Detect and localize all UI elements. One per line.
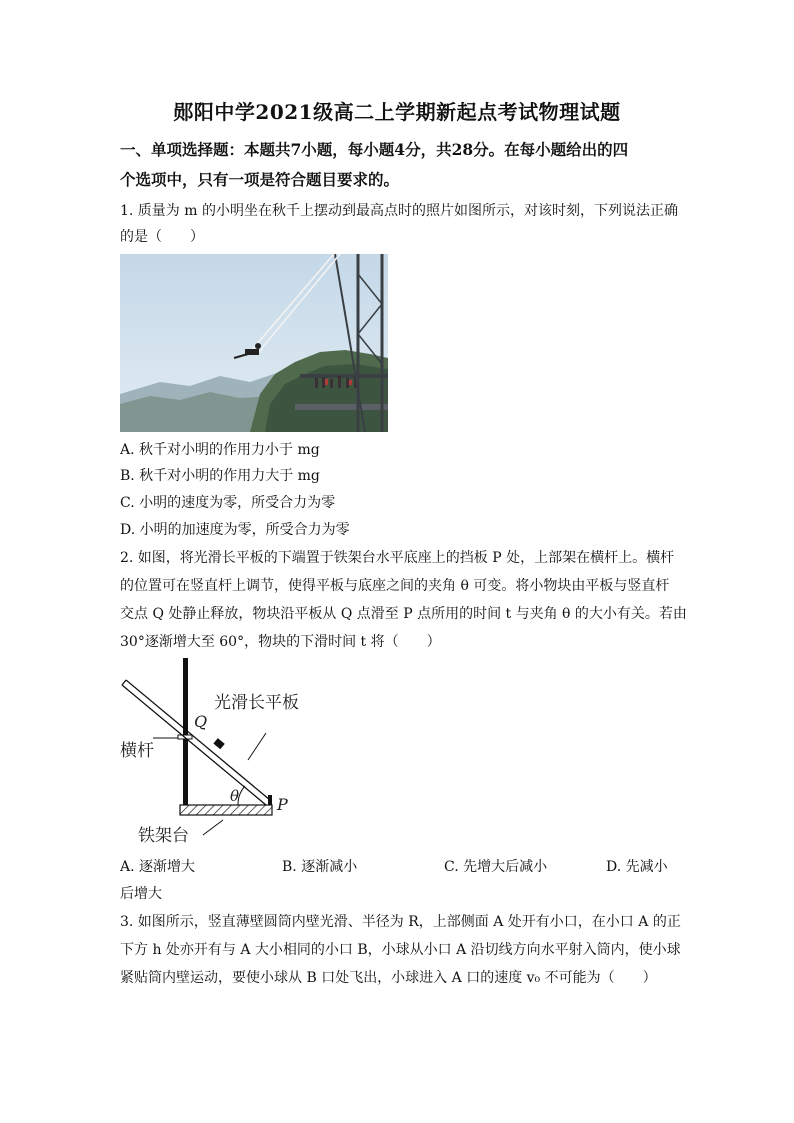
q2-stem-line-2: 的位置可在竖直杆上调节，使得平板与底座之间的夹角 θ 可变。将小物块由平板与竖直杆 bbox=[120, 578, 670, 594]
label-theta: θ bbox=[230, 787, 240, 805]
q2-option-b: B. 逐渐减小 bbox=[282, 859, 358, 875]
q2-option-d: D. 先减小 bbox=[606, 859, 668, 875]
stand-base bbox=[180, 805, 272, 815]
label-crossbar: 横杆 bbox=[120, 741, 154, 761]
swing-photo bbox=[120, 254, 388, 432]
q2-stem-line-1: 2. 如图，将光滑长平板的下端置于铁架台水平底座上的挡板 P 处，上部架在横杆上。横杆 bbox=[120, 550, 675, 566]
q2-option-a: A. 逐渐增大 bbox=[120, 859, 196, 875]
label-iron-stand: 铁架台 bbox=[138, 826, 189, 846]
q3-stem-line-1: 3. 如图所示，竖直薄壁圆筒内壁光滑、半径为 R，上部侧面 A 处开有小口，在小口 A 的正 bbox=[120, 914, 681, 930]
page-title: 郧阳中学2021级高二上学期新起点考试物理试题 bbox=[173, 100, 621, 124]
small-block bbox=[213, 738, 224, 749]
q1-option-d: D. 小明的加速度为零，所受合力为零 bbox=[120, 522, 350, 538]
q3-stem-line-3: 紧贴筒内壁运动，要使小球从 B 口处飞出，小球进入 A 口的速度 v₀ 不可能为（ ） bbox=[120, 970, 657, 986]
incline-diagram bbox=[118, 655, 318, 850]
q2-stem-line-4: 30°逐渐增大至 60°，物块的下滑时间 t 将（ ） bbox=[120, 634, 441, 650]
label-q: Q bbox=[194, 712, 208, 731]
q2-stem-line-3: 交点 Q 处静止释放，物块沿平板从 Q 点滑至 P 点所用的时间 t 与夹角 θ 的大小有关。若由 bbox=[120, 606, 687, 622]
q2-option-d-wrap: 后增大 bbox=[120, 886, 162, 902]
section-heading-line-1: 一、单项选择题：本题共7小题，每小题4分，共28分。在每小题给出的四 bbox=[120, 140, 629, 159]
q1-option-b: B. 秋千对小明的作用力大于 mg bbox=[120, 468, 320, 484]
label-p: P bbox=[277, 795, 288, 814]
q3-stem-line-2: 下方 h 处亦开有与 A 大小相同的小口 B，小球从小口 A 沿切线方向水平射入筒内，使小球 bbox=[120, 942, 681, 958]
q2-option-c: C. 先增大后减小 bbox=[444, 859, 548, 875]
label-smooth-plate: 光滑长平板 bbox=[214, 693, 299, 713]
section-heading-line-2: 个选项中，只有一项是符合题目要求的。 bbox=[120, 170, 400, 189]
q1-stem-line-2: 的是（ ） bbox=[120, 229, 204, 245]
q1-option-c: C. 小明的速度为零，所受合力为零 bbox=[120, 495, 336, 511]
q1-option-a: A. 秋千对小明的作用力小于 mg bbox=[120, 442, 320, 458]
q1-stem-line-1: 1. 质量为 m 的小明坐在秋千上摆动到最高点时的照片如图所示，对该时刻，下列说法正确 bbox=[120, 203, 678, 219]
